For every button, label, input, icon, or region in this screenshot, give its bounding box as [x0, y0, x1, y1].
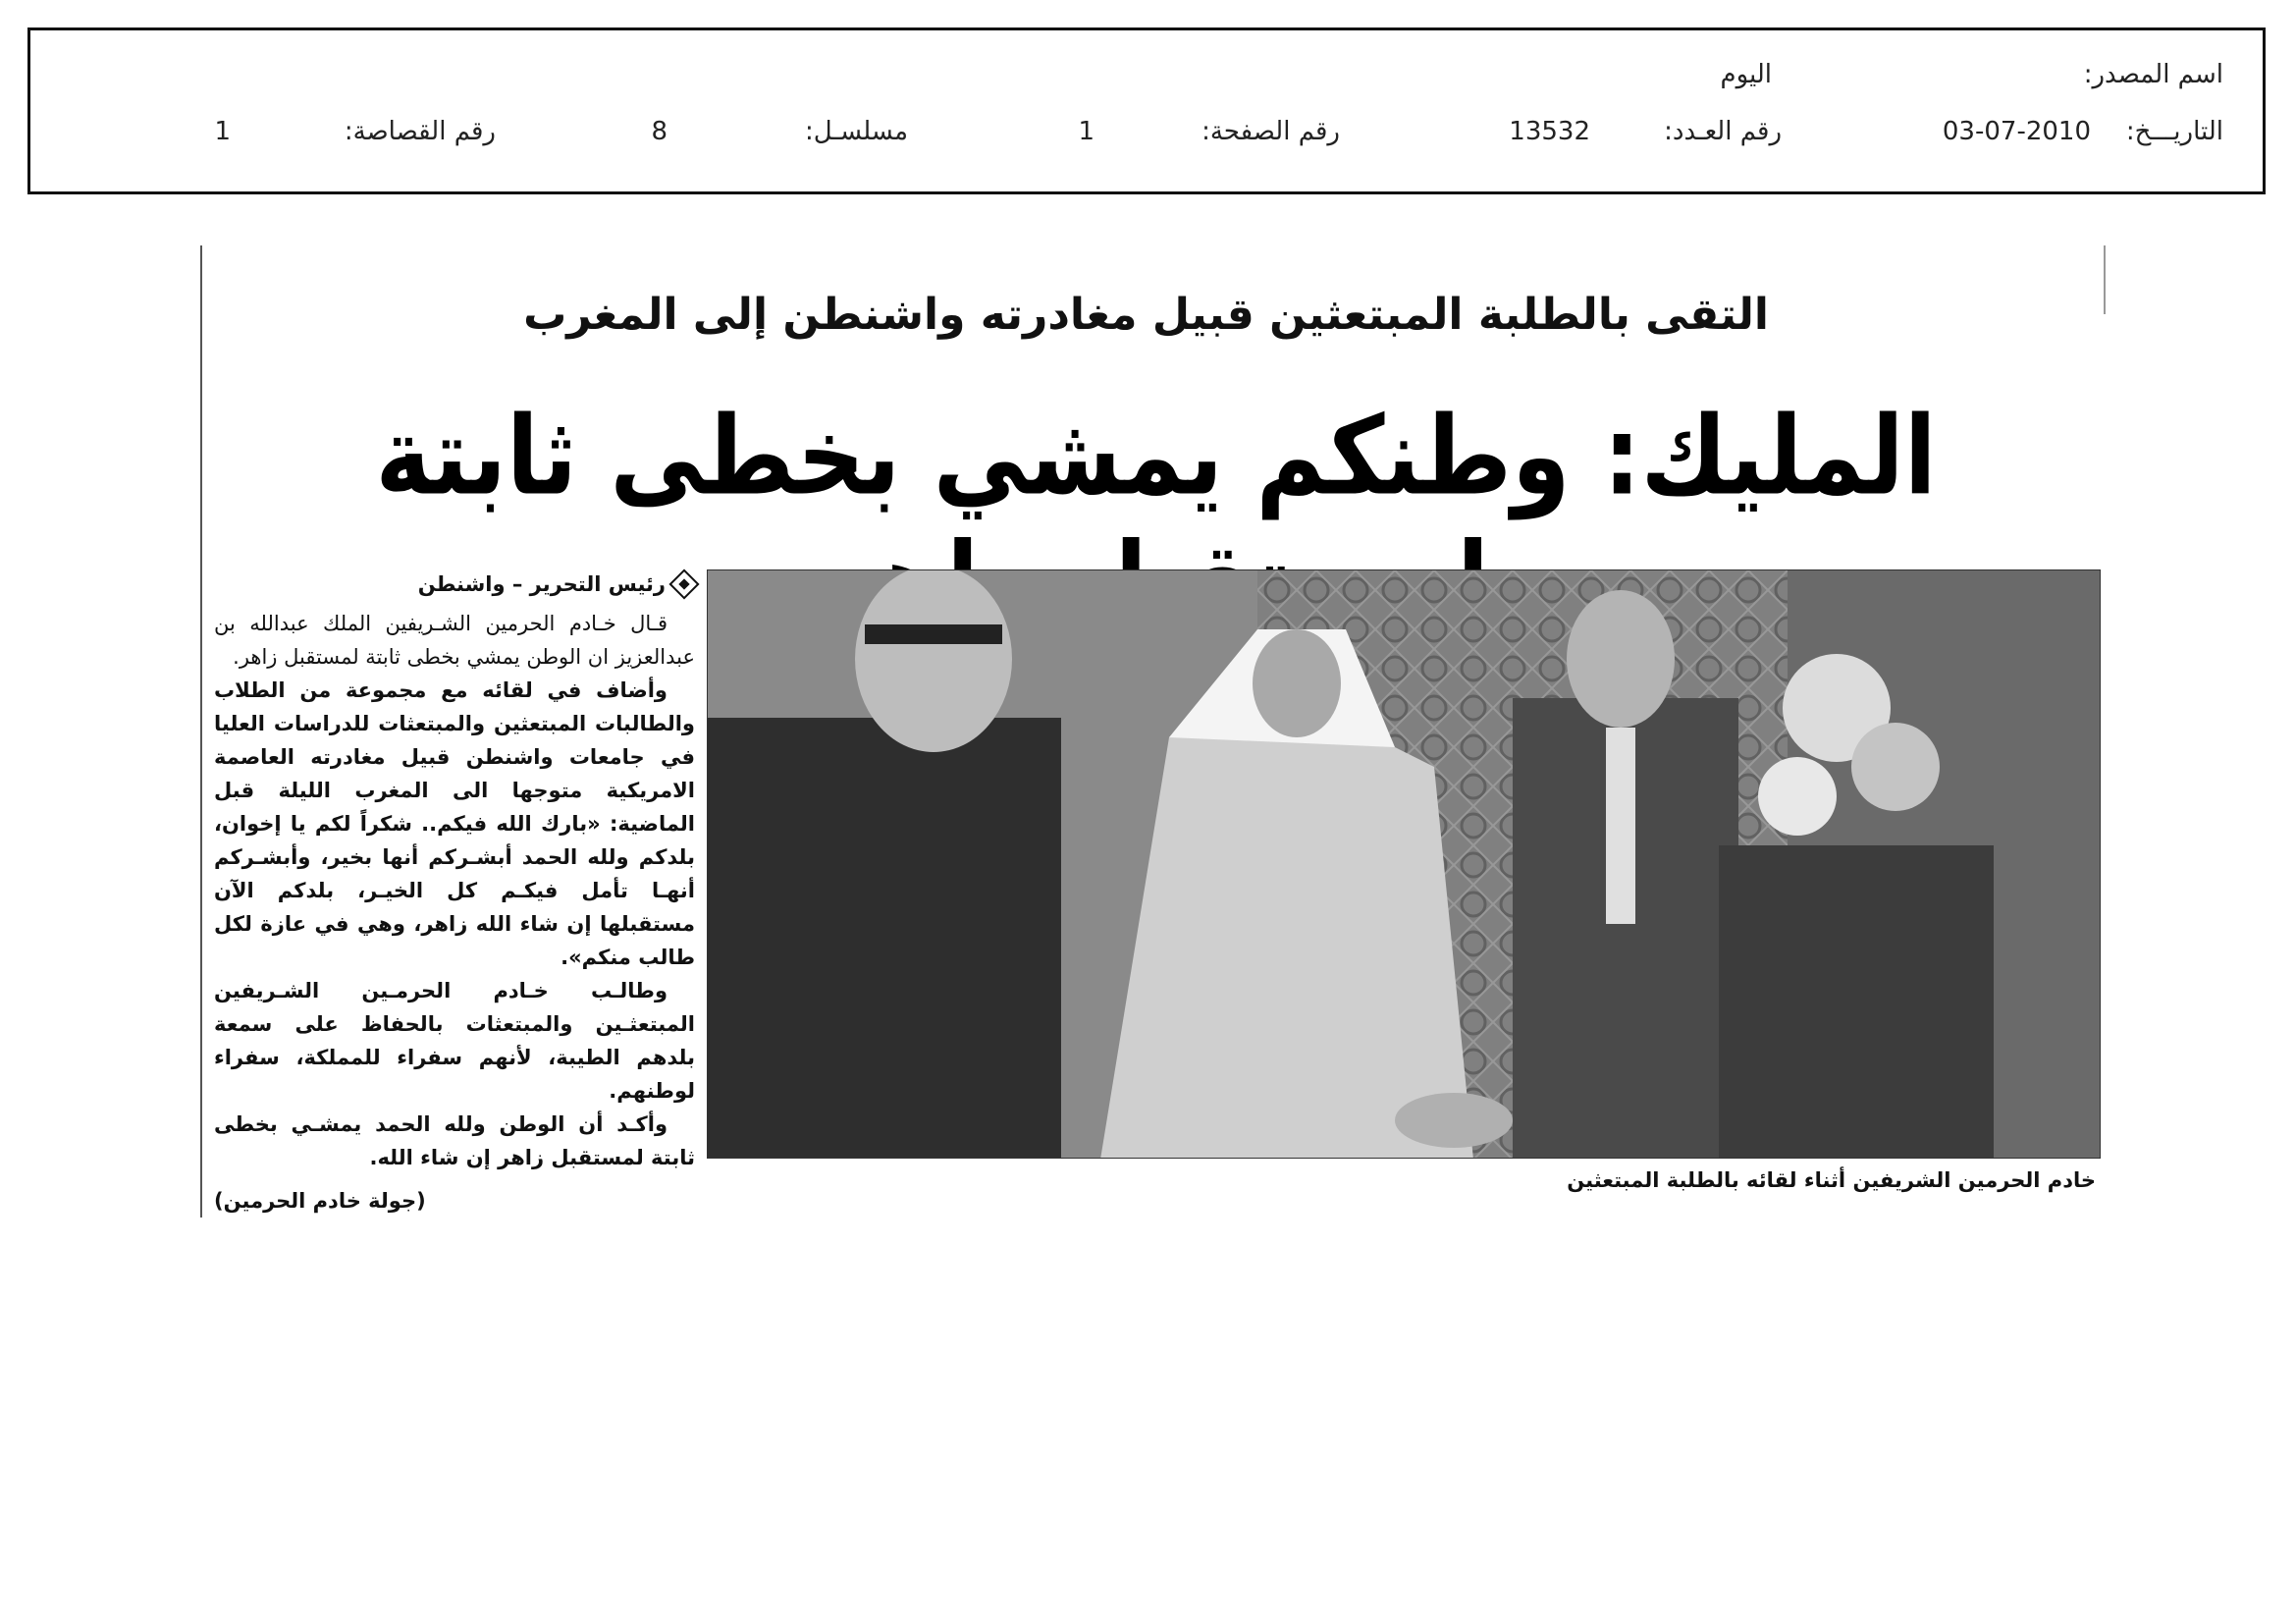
date-label: التاريـــخ:	[2125, 117, 2223, 146]
article-photo	[707, 569, 2101, 1159]
article-clipping	[187, 245, 2106, 1218]
serial-label: مسلسـل:	[805, 117, 908, 146]
article-credit: (جولة خادم الحرمين)	[214, 1189, 426, 1213]
article-paragraph: وأضاف في لقائه مع مجموعة من الطلاب والطالبات المبتعثين والمبتعثات للدراسات العليا في جامعات واشنطن قبيل مغادرته العاصمة الامريكية متوجها الى المغرب الليلة قبل الماضية: «بارك الله فيكم.. شكراً لكم يا إخوان، بلدكم ولله الحمد أبشـركم أنها بخير، وأبشـركم أنهـا تأمل فيكـم كل الخيـر، بلدكم الآن مستقبلها إن شاء الله زاهر، وهي في عازة لكل طالب منكم».	[214, 678, 695, 969]
photo-caption: خادم الحرمين الشريفين أثناء لقائه بالطلبة المبتعثين	[1567, 1168, 2096, 1192]
column-rule	[200, 245, 202, 1218]
article-byline	[214, 568, 695, 601]
metadata-row-source	[30, 60, 2263, 99]
diamond-bullet-icon	[668, 568, 699, 599]
source-value: اليوم	[1720, 60, 1772, 89]
article-headline: المليك: وطنكم يمشي بخطى ثابتة	[375, 393, 1937, 519]
issue-label: رقم العـدد:	[1664, 117, 1782, 146]
page-label: رقم الصفحة:	[1201, 117, 1340, 146]
clip-value: 1	[214, 117, 231, 146]
date-value: 03-07-2010	[1942, 117, 2091, 146]
source-label: اسم المصدر:	[2083, 60, 2223, 89]
clipping-metadata-box	[27, 27, 2266, 194]
page-value: 1	[1078, 117, 1095, 146]
article-subheadline: التقى بالطلبة المبتعثين قبيل مغادرته واشنطن إلى المغرب	[523, 290, 1769, 340]
article-paragraph: قـال خـادم الحرمين الشـريفين الملك عبدالله بن عبدالعزيز ان الوطن يمشي بخطى ثابتة لمستقبل زاهر.	[214, 612, 695, 669]
article-text-column	[214, 568, 695, 1218]
serial-value: 8	[651, 117, 667, 146]
byline-text: رئيس التحرير – واشنطن	[417, 572, 666, 596]
metadata-row-details	[30, 117, 2263, 156]
article-paragraph: وأكـد أن الوطن ولله الحمد يمشـي بخطى ثابتة لمستقبل زاهر إن شاء الله.	[214, 1112, 695, 1169]
clip-label: رقم القصاصة:	[344, 117, 496, 146]
photo-illustration	[708, 570, 2101, 1159]
article-paragraph: وطالـب خـادم الحرمـين الشـريفين المبتعثـين والمبتعثات بالحفاظ على سمعة بلدهم الطيبة، لأنهم سفراء للمملكة، سفراء لوطنهم.	[214, 979, 695, 1103]
issue-value: 13532	[1509, 117, 1590, 146]
